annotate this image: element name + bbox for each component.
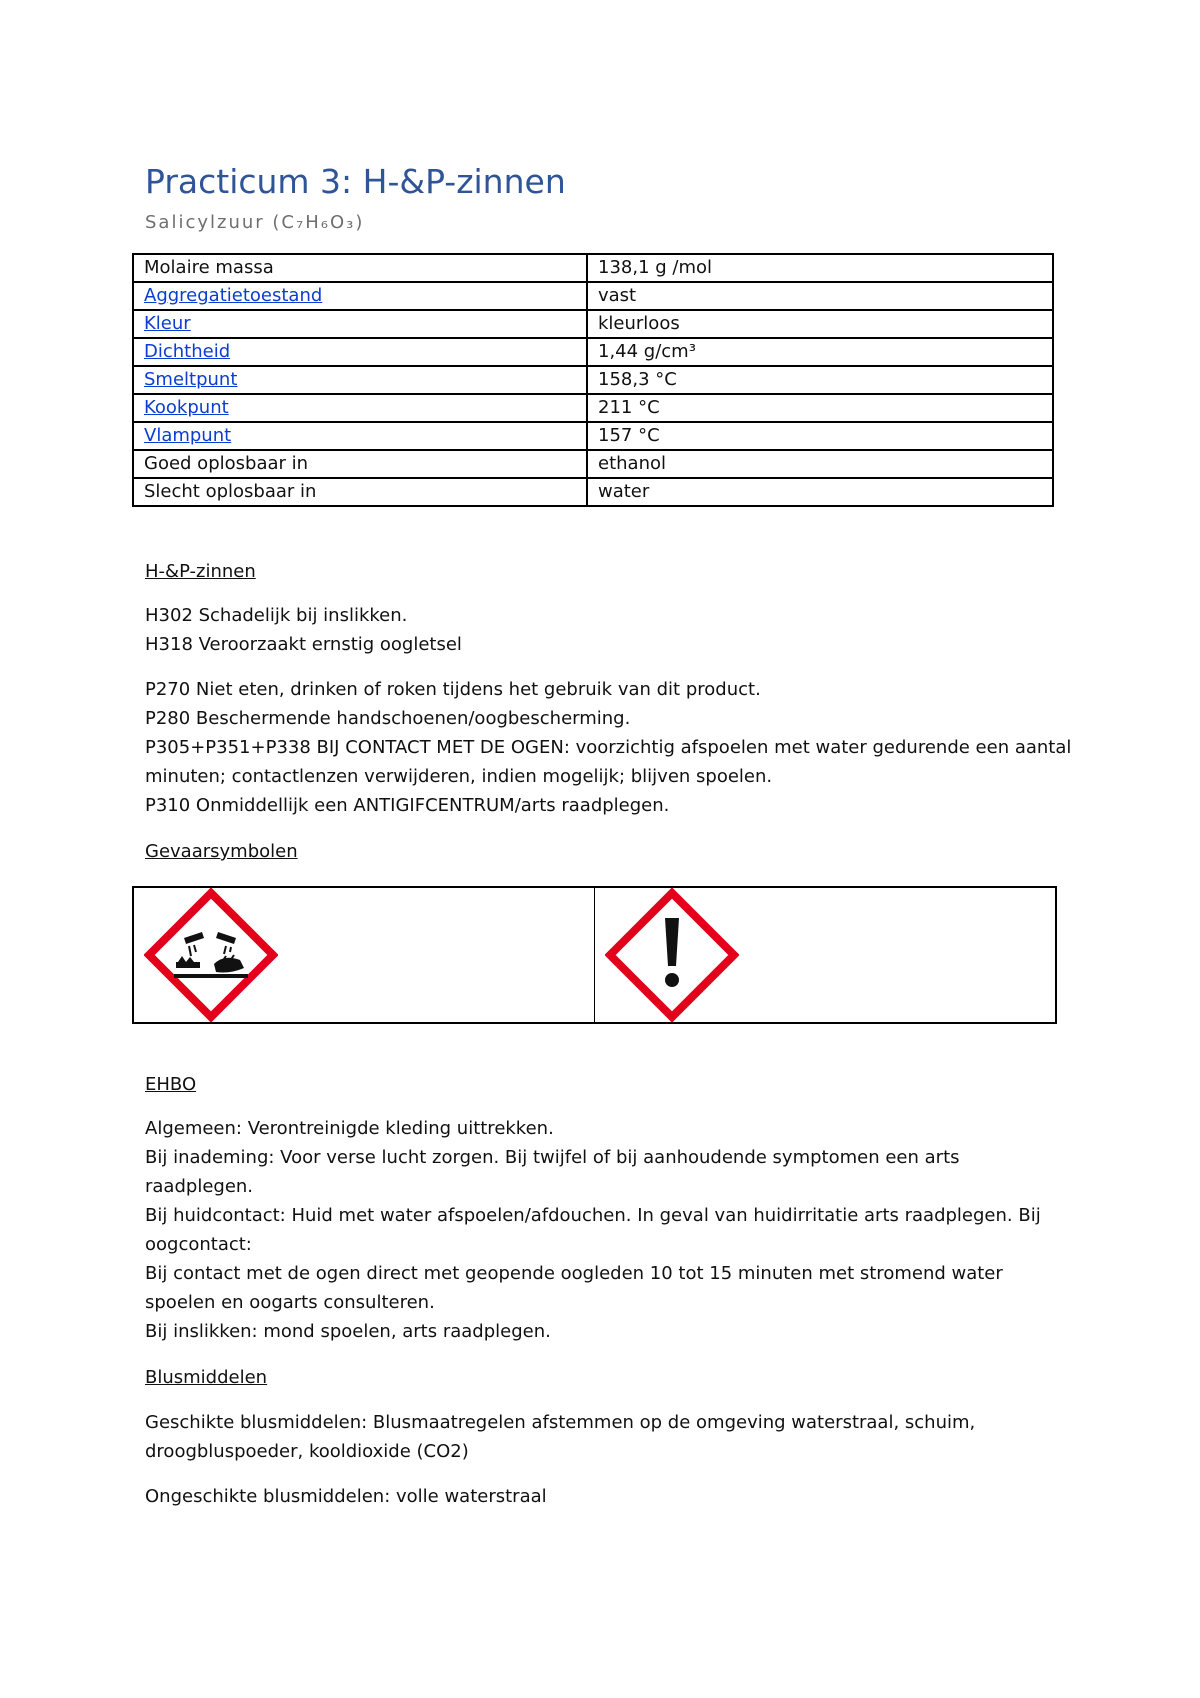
properties-table (132, 253, 1054, 507)
property-link-kookpunt[interactable]: Kookpunt (144, 397, 229, 418)
property-link-vlampunt[interactable]: Vlampunt (144, 425, 232, 446)
ehbo-line: oogcontact: (145, 1234, 252, 1255)
symbol-cell (134, 888, 594, 1022)
property-value: 138,1 g /mol (587, 254, 1053, 282)
table-row (133, 478, 1053, 506)
property-value: water (587, 478, 1053, 506)
ehbo-line: spoelen en oogarts consulteren. (145, 1292, 435, 1313)
exclamation-icon (605, 888, 739, 1022)
ehbo-line: Bij inademing: Voor verse lucht zorgen. Bij twijfel of bij aanhoudende symptomen een arts (145, 1147, 960, 1168)
table-row (133, 422, 1053, 450)
property-value: 211 °C (587, 394, 1053, 422)
property-link-smeltpunt[interactable]: Smeltpunt (144, 369, 238, 390)
property-key: Goed oplosbaar in (133, 450, 587, 478)
property-value: vast (587, 282, 1053, 310)
blus-suitable-line: Geschikte blusmiddelen: Blusmaatregelen afstemmen op de omgeving waterstraal, schuim, (145, 1412, 976, 1433)
table-row (133, 366, 1053, 394)
symbol-cell (594, 888, 1055, 1022)
table-row (133, 450, 1053, 478)
blus-unsuitable: Ongeschikte blusmiddelen: volle waterstraal (145, 1486, 547, 1507)
page-title: Practicum 3: H-&P-zinnen (145, 162, 566, 201)
page-subtitle: Salicylzuur (C₇H₆O₃) (145, 212, 365, 233)
property-value: ethanol (587, 450, 1053, 478)
blus-suitable-line: droogbluspoeder, kooldioxide (CO2) (145, 1441, 469, 1462)
property-value: 1,44 g/cm³ (587, 338, 1053, 366)
p-line: P310 Onmiddellijk een ANTIGIFCENTRUM/arts raadplegen. (145, 795, 670, 816)
ehbo-line: Algemeen: Verontreinigde kleding uittrekken. (145, 1118, 554, 1139)
ehbo-heading: EHBO (145, 1074, 197, 1095)
p-line: P270 Niet eten, drinken of roken tijdens het gebruik van dit product. (145, 679, 761, 700)
blus-heading: Blusmiddelen (145, 1367, 268, 1388)
property-value: kleurloos (587, 310, 1053, 338)
property-link-dichtheid[interactable]: Dichtheid (144, 341, 231, 362)
hp-heading: H-&P-zinnen (145, 561, 256, 582)
hazard-symbols-table (132, 886, 1057, 1024)
property-key: Molaire massa (133, 254, 587, 282)
corrosive-icon (144, 888, 278, 1022)
p-line: P280 Beschermende handschoenen/oogbescherming. (145, 708, 631, 729)
ehbo-line: Bij huidcontact: Huid met water afspoelen/afdouchen. In geval van huidirritatie arts raadplegen. Bij (145, 1205, 1041, 1226)
property-value: 158,3 °C (587, 366, 1053, 394)
property-link-aggregatietoestand[interactable]: Aggregatietoestand (144, 285, 323, 306)
h-line: H318 Veroorzaakt ernstig oogletsel (145, 634, 462, 655)
p-line: P305+P351+P338 BIJ CONTACT MET DE OGEN: voorzichtig afspoelen met water gedurende een aantal (145, 737, 1072, 758)
table-row (133, 338, 1053, 366)
ehbo-line: Bij inslikken: mond spoelen, arts raadplegen. (145, 1321, 551, 1342)
property-link-kleur[interactable]: Kleur (144, 313, 191, 334)
symbols-heading: Gevaarsymbolen (145, 841, 298, 862)
ehbo-line: Bij contact met de ogen direct met geopende oogleden 10 tot 15 minuten met stromend water (145, 1263, 1003, 1284)
table-row (133, 394, 1053, 422)
ehbo-line: raadplegen. (145, 1176, 254, 1197)
property-value: 157 °C (587, 422, 1053, 450)
table-row (133, 254, 1053, 282)
table-row (133, 310, 1053, 338)
property-key: Slecht oplosbaar in (133, 478, 587, 506)
p-line: minuten; contactlenzen verwijderen, indien mogelijk; blijven spoelen. (145, 766, 773, 787)
table-row (133, 282, 1053, 310)
h-line: H302 Schadelijk bij inslikken. (145, 605, 408, 626)
